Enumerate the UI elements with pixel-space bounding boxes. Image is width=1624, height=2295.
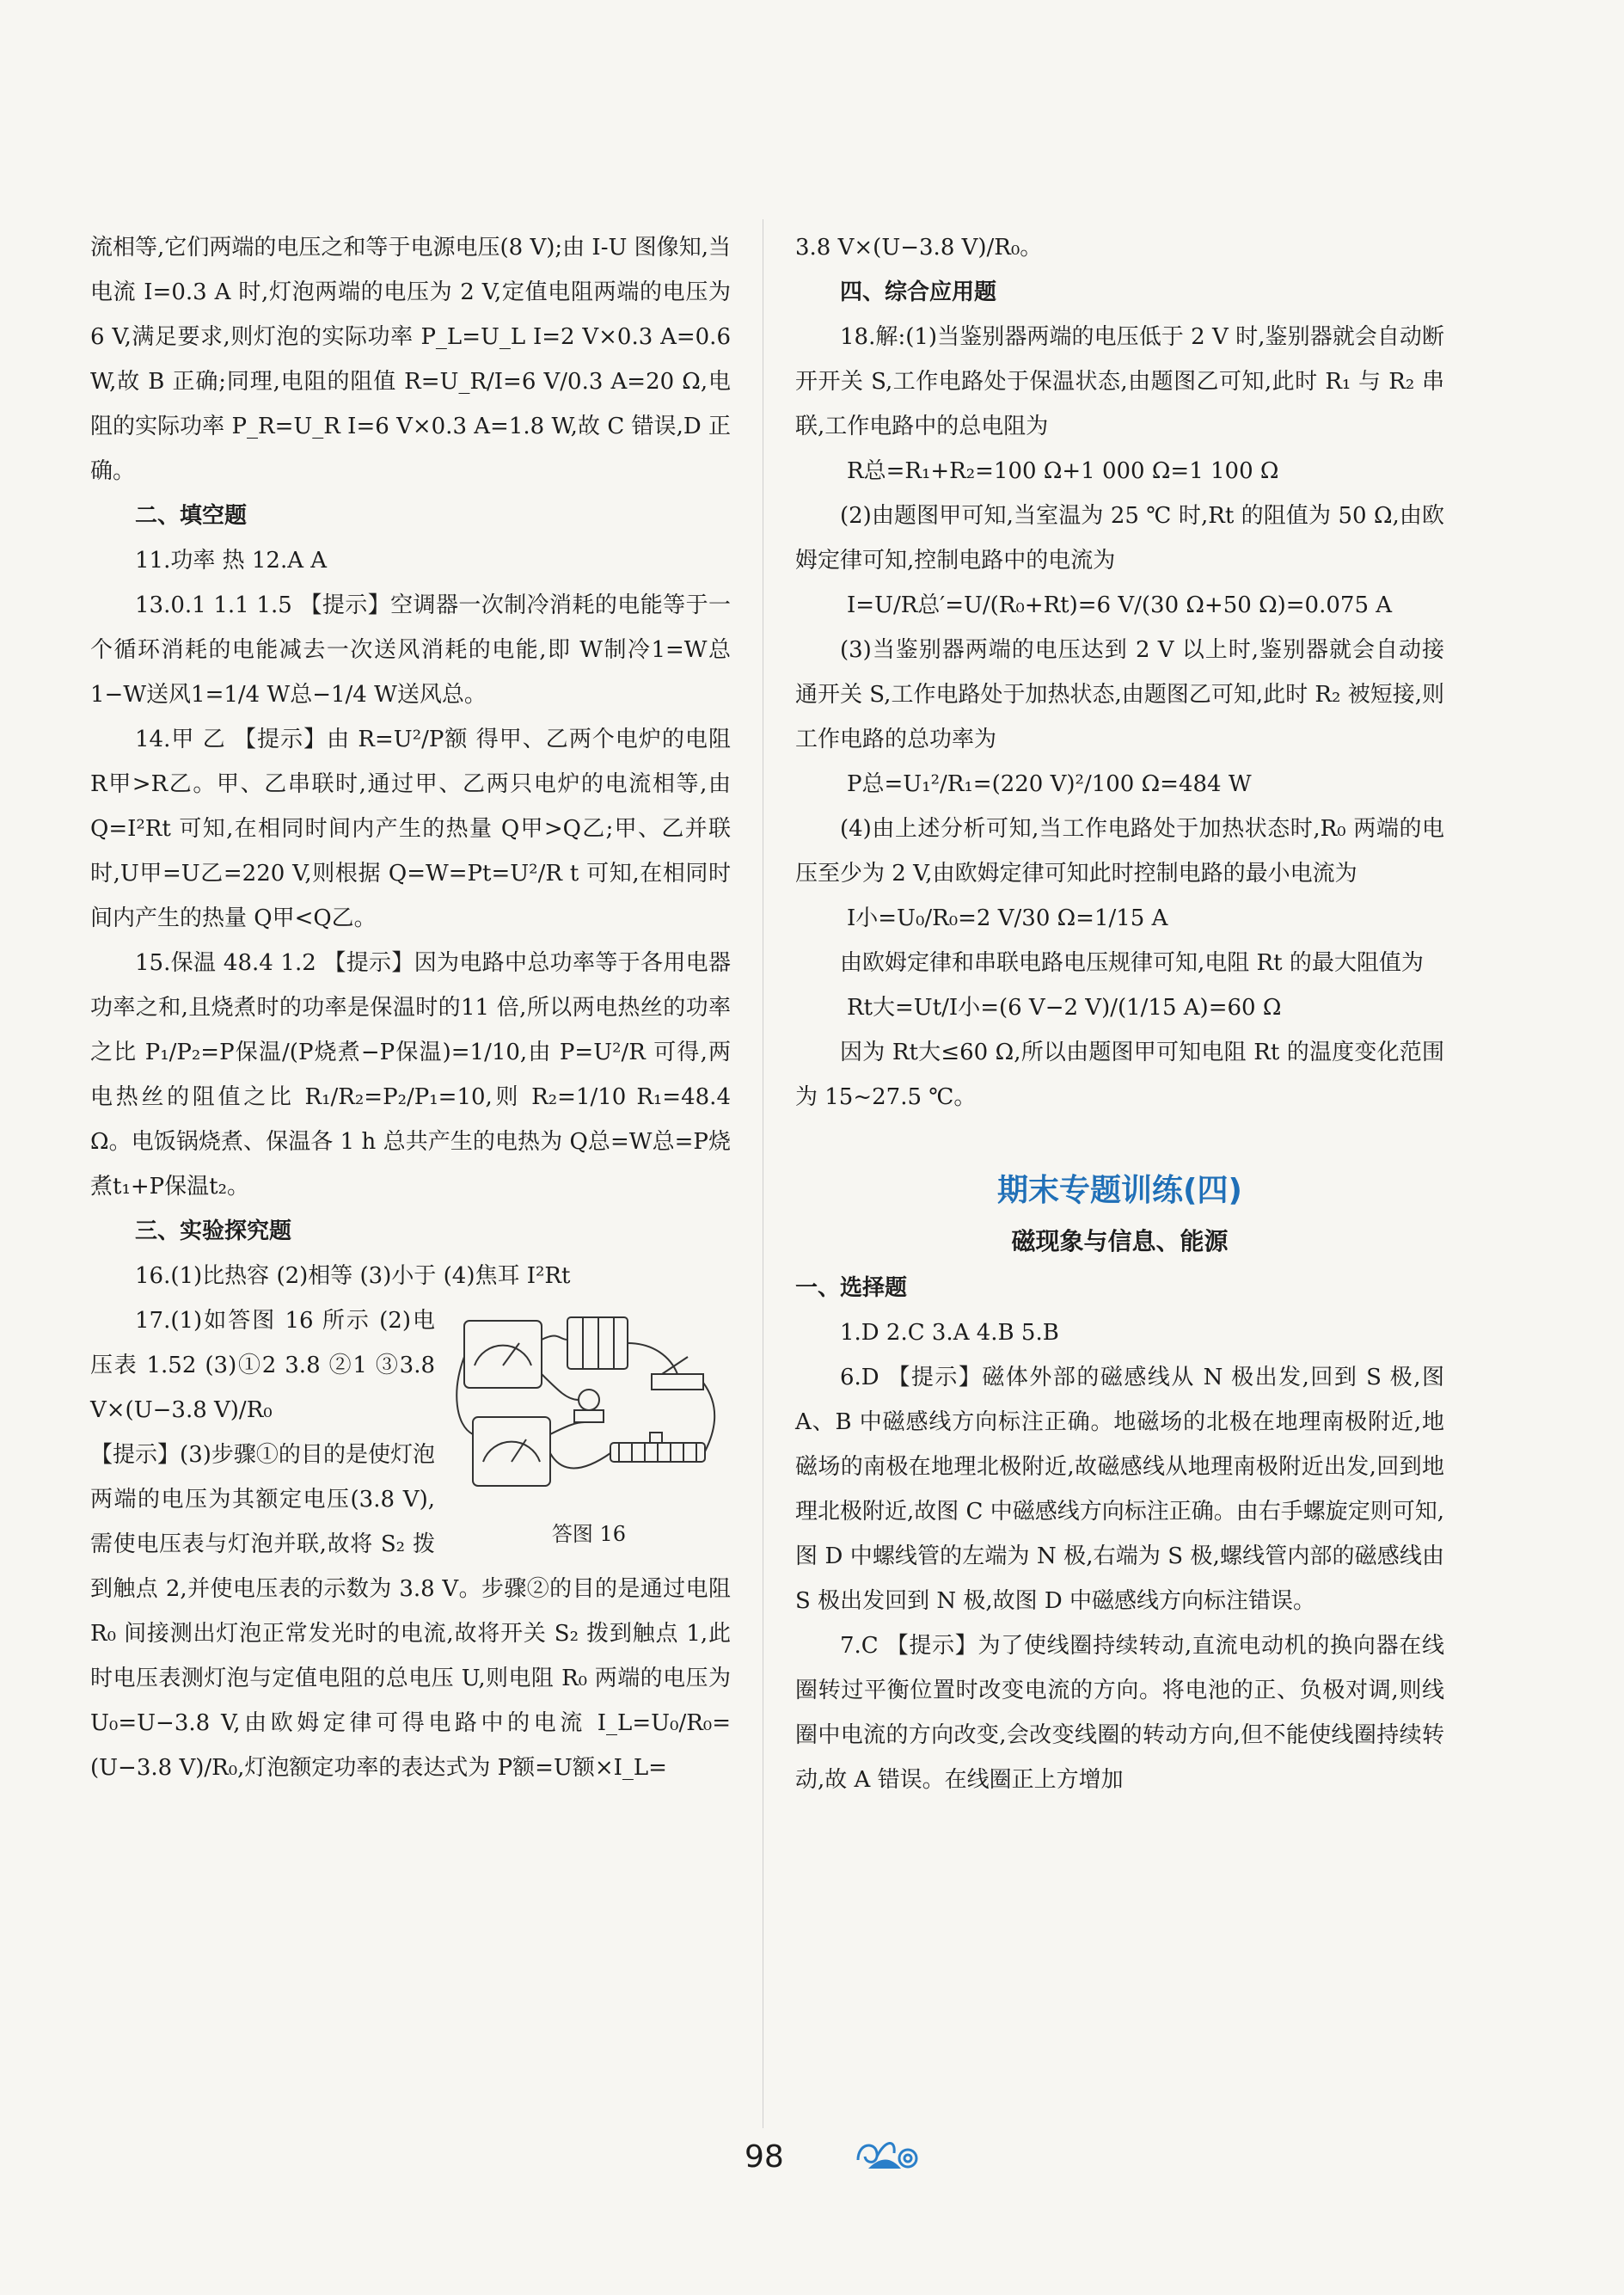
circuit-figure	[447, 1305, 731, 1563]
answer-6: 6.D 【提示】磁体外部的磁感线从 N 极出发,回到 S 极,图 A、B 中磁感线方向标注正确。地磁场的北极在地理南极附近,地磁场的南极在地理北极附近,故磁感线从地理南极附近出发,回到地理北极附近,故图 C 中磁感线方向标注正确。由右手螺旋定则可知,图 D 中螺线管的左端为 N 极,右端为 S 极,螺线管内部的磁感线由 S 极出发回到 N 极,故图 D 中磁感线方向标注错误。	[795, 1365, 1444, 1614]
equation-min-current: I小=U₀/R₀=2 V/30 Ω=1/15 A	[847, 905, 1168, 931]
left-paragraph-continuation: 流相等,它们两端的电压之和等于电源电压(8 V);由 I-U 图像知,当电流 I=0.3 A 时,灯泡两端的电压为 2 V,定值电阻两端的电压为 6 V,满足要求,则灯泡的实际功率 P_L=U_L I=2 V×0.3 A=0.6 W,故 B 正确;同理,电阻的阻值 R=U_R/I=6 V/0.3 A=20 Ω,电阻的实际功率 P_R=U_R I=6 V×0.3 A=1.8 W,故 C 错误,D 正确。	[90, 235, 731, 484]
equation-control-current: I=U/R总′=U/(R₀+Rt)=6 V/(30 Ω+50 Ω)=0.075 A	[847, 592, 1393, 618]
section-fill-blank-heading: 二、填空题	[135, 503, 248, 529]
figure-caption: 答图 16	[551, 1522, 627, 1546]
answer-18-part4: (4)由上述分析可知,当工作电路处于加热状态时,R₀ 两端的电压至少为 2 V,由欧姆定律可知此时控制电路的最小电流为	[795, 816, 1444, 887]
answer-18-part6: 因为 Rt大≤60 Ω,所以由题图甲可知电阻 Rt 的温度变化范围为 15~27.5 ℃。	[795, 1040, 1444, 1110]
answer-15: 15.保温 48.4 1.2 【提示】因为电路中总功率等于各用电器功率之和,且烧煮时的功率是保温时的11 倍,所以两电热丝的功率之比 P₁/P₂=P保温/(P烧煮−P保温)=1/10,由 P=U²/R 可得,两电热丝的阻值之比 R₁/R₂=P₂/P₁=10,则 R₂=1/10 R₁=48.4 Ω。电饭锅烧煮、保温各 1 h 总共产生的电热为 Q总=W总=P烧煮t₁+P保温t₂。	[90, 950, 731, 1200]
left-column	[90, 225, 731, 1790]
unit-subtitle: 磁现象与信息、能源	[1011, 1227, 1229, 1255]
answer-18-part1: 18.解:(1)当鉴别器两端的电压低于 2 V 时,鉴别器就会自动断开开关 S,工作电路处于保温状态,由题图乙可知,此时 R₁ 与 R₂ 串联,工作电路中的总电阻为	[795, 324, 1444, 439]
section-application-heading: 四、综合应用题	[840, 279, 997, 305]
circuit-diagram-icon	[447, 1305, 731, 1512]
right-paragraph-continuation: 3.8 V×(U−3.8 V)/R₀。	[795, 235, 1043, 261]
section-experiment-heading: 三、实验探究题	[135, 1218, 292, 1244]
answer-18-part5: 由欧姆定律和串联电路电压规律可知,电阻 Rt 的最大阻值为	[840, 950, 1424, 976]
answer-18-part3: (3)当鉴别器两端的电压达到 2 V 以上时,鉴别器就会自动接通开关 S,工作电路处于加热状态,由题图乙可知,此时 R₂ 被短接,则工作电路的总功率为	[795, 637, 1444, 752]
equation-max-resistance: Rt大=Ut/I小=(6 V−2 V)/(1/15 A)=60 Ω	[847, 995, 1282, 1021]
right-column	[795, 225, 1444, 1802]
unit-title: 期末专题训练(四)	[997, 1173, 1242, 1208]
answer-16: 16.(1)比热容 (2)相等 (3)小于 (4)焦耳 I²Rt	[135, 1263, 571, 1289]
swirl-flower-logo-icon	[851, 2131, 928, 2174]
page-number: 98	[745, 2139, 784, 2175]
answer-11-12: 11.功率 热 12.A A	[135, 548, 328, 574]
equation-total-resistance: R总=R₁+R₂=100 Ω+1 000 Ω=1 100 Ω	[847, 458, 1279, 484]
answers-1-5: 1.D 2.C 3.A 4.B 5.B	[840, 1320, 1059, 1346]
section-choice-heading: 一、选择题	[795, 1275, 908, 1301]
answer-14: 14.甲 乙 【提示】由 R=U²/P额 得甲、乙两个电炉的电阻 R甲>R乙。甲、乙串联时,通过甲、乙两只电炉的电流相等,由 Q=I²Rt 可知,在相同时间内产生的热量 Q甲>Q乙;甲、乙并联时,U甲=U乙=220 V,则根据 Q=W=Pt=U²/R t 可知,在相同时间内产生的热量 Q甲<Q乙。	[90, 727, 731, 931]
equation-total-power: P总=U₁²/R₁=(220 V)²/100 Ω=484 W	[847, 771, 1252, 797]
answer-17: 17.(1)如答图 16 所示 (2)电压表 1.52 (3)①2 3.8 ②1 ③3.8 V×(U−3.8 V)/R₀	[90, 1308, 435, 1423]
answer-17-hint: 【提示】(3)步骤①的目的是使灯泡两端的电压为其额定电压(3.8 V),需使电压表与灯泡并联,故将 S₂ 拨到触点 2,并使电压表的示数为 3.8 V。步骤②的目的是通过电阻 R₀ 间接测出灯泡正常发光时的电流,故将开关 S₂ 拨到触点 1,此时电压表测灯泡与定值电阻的总电压 U,则电阻 R₀ 两端的电压为 U₀=U−3.8 V,由欧姆定律可得电路中的电流 I_L=U₀/R₀=(U−3.8 V)/R₀,灯泡额定功率的表达式为 P额=U额×I_L=	[90, 1442, 731, 1781]
answer-18-part2: (2)由题图甲可知,当室温为 25 ℃ 时,Rt 的阻值为 50 Ω,由欧姆定律可知,控制电路中的电流为	[795, 503, 1444, 574]
answer-7: 7.C 【提示】为了使线圈持续转动,直流电动机的换向器在线圈转过平衡位置时改变电流的方向。将电池的正、负极对调,则线圈中电流的方向改变,会改变线圈的转动方向,但不能使线圈持续转动,故 A 错误。在线圈正上方增加	[795, 1633, 1444, 1793]
answer-13: 13.0.1 1.1 1.5 【提示】空调器一次制冷消耗的电能等于一个循环消耗的电能减去一次送风消耗的电能,即 W制冷1=W总1−W送风1=1/4 W总−1/4 W送风总。	[90, 592, 731, 708]
